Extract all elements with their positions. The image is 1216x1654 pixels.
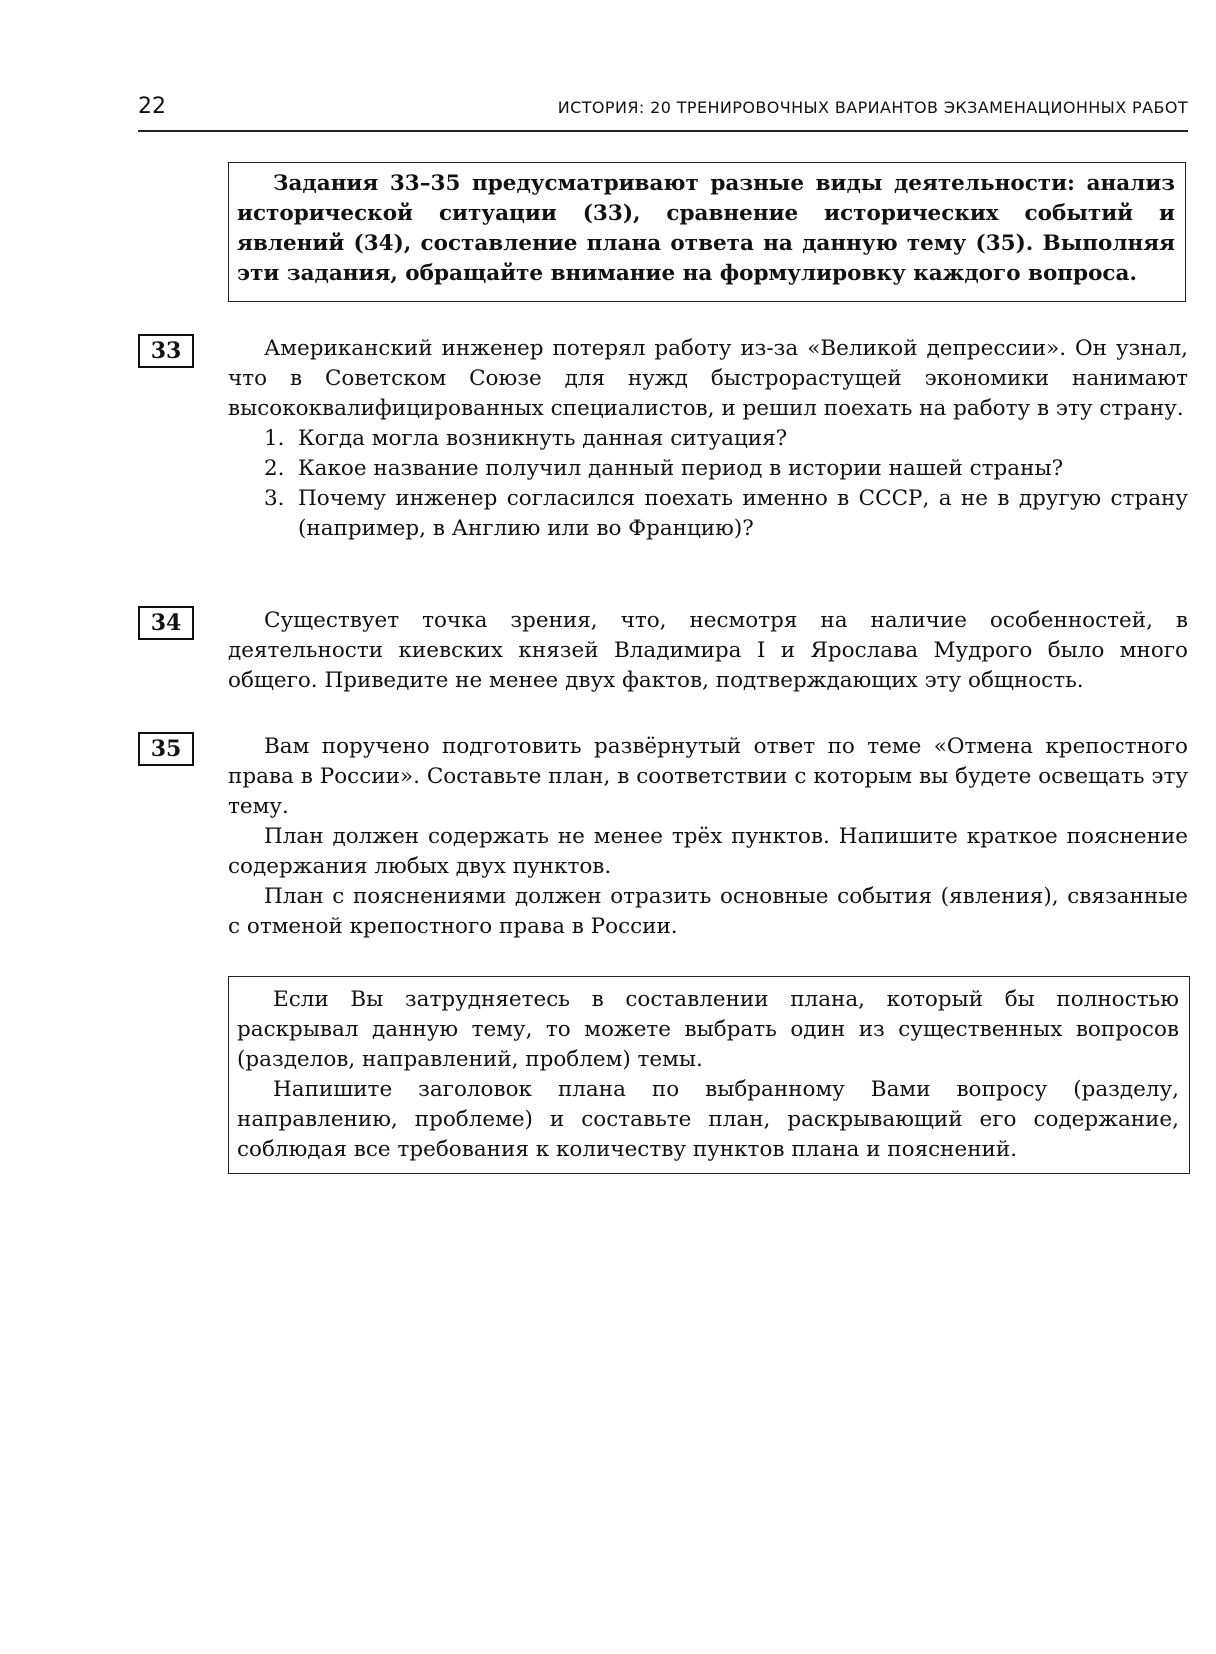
hint-paragraph-1: Если Вы затрудняетесь в составлении плана, который бы полностью раскрывал данную тему, то можете выбрать один из существенных вопросов (разделов, направлений, проблем) темы. (237, 987, 1179, 1072)
page-header (138, 90, 1188, 132)
task-33-questions (228, 424, 1188, 544)
task-34-text: Существует точка зрения, что, несмотря на наличие особенностей, в деятельности киевских князей Владимира I и Ярослава Мудрого было много общего. Приведите не менее двух фактов, подтверждающих эту общность. (228, 608, 1188, 693)
running-title: ИСТОРИЯ: 20 ТРЕНИРОВОЧНЫХ ВАРИАНТОВ ЭКЗАМЕНАЦИОННЫХ РАБОТ (557, 98, 1188, 117)
instructions-box (228, 162, 1186, 302)
task-33-text: Американский инженер потерял работу из-за «Великой депрессии». Он узнал, что в Советском Союзе для нужд быстрорастущей экономики нанимают высококвалифицированных специалистов, и решил поехать на работу в эту страну. (228, 336, 1188, 421)
instructions-text: Задания 33–35 предусматривают разные виды деятельности: анализ исторической ситуации (33), сравнение исторических событий и явлений (34), составление плана ответа на данную тему (35). Выполняя эти задания, обращайте внимание на формулировку каждого вопроса. (237, 171, 1175, 286)
task-35-paragraph-3: План с пояснениями должен отразить основные события (явления), связанные с отменой крепостного права в России. (228, 884, 1188, 939)
task-33 (228, 334, 1188, 544)
list-item: 1. Когда могла возникнуть данная ситуация? (264, 426, 788, 451)
task-number-33: 33 (138, 334, 194, 368)
page-number: 22 (138, 94, 166, 119)
task-number-34: 34 (138, 606, 194, 640)
list-item: 2. Какое название получил данный период в истории нашей страны? (264, 456, 1064, 481)
task-35 (228, 732, 1188, 942)
task-35-paragraph-1: Вам поручено подготовить развёрнутый ответ по теме «Отмена крепостного права в России». Составьте план, в соответствии с которым вы будете освещать эту тему. (228, 734, 1188, 819)
task-34 (228, 606, 1188, 696)
list-item: 3. Почему инженер согласился поехать именно в СССР, а не в другую страну (например, в Англию или во Францию)? (264, 486, 1188, 541)
task-number-35: 35 (138, 732, 194, 766)
hint-box (228, 976, 1190, 1174)
task-35-paragraph-2: План должен содержать не менее трёх пунктов. Напишите краткое пояснение содержания любых двух пунктов. (228, 824, 1188, 879)
hint-paragraph-2: Напишите заголовок плана по выбранному Вами вопросу (разделу, направлению, проблеме) и составьте план, раскрывающий его содержание, соблюдая все требования к количеству пунктов плана и пояснений. (237, 1077, 1179, 1162)
